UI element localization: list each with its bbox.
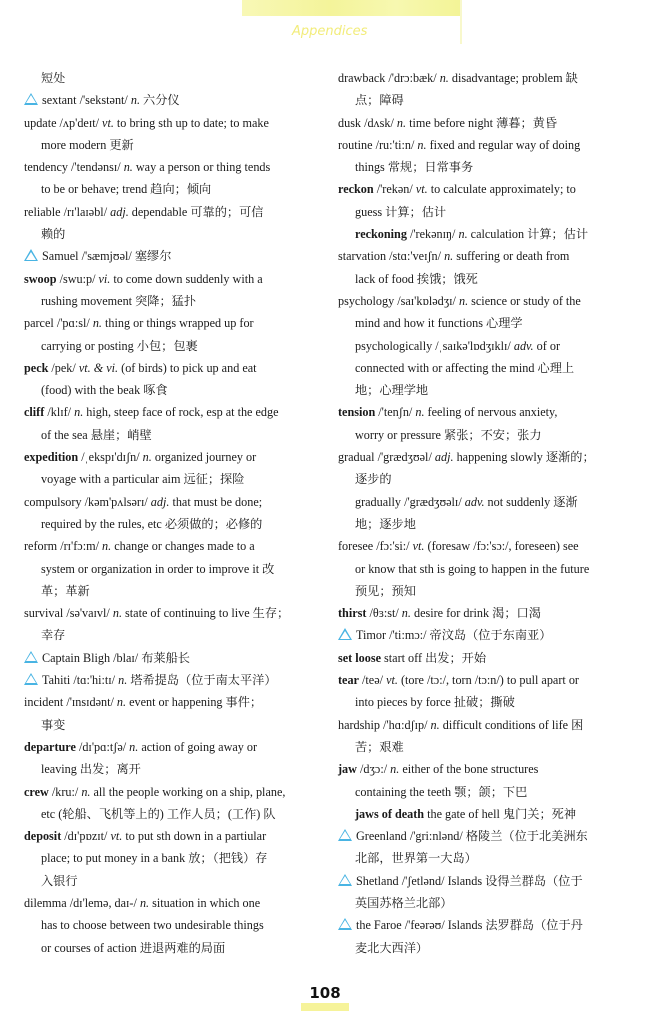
definition: suffering or death from: [456, 249, 570, 264]
part-of-speech: n.: [123, 160, 133, 175]
headword: Greenland: [356, 829, 407, 844]
part-of-speech: n.: [142, 450, 152, 465]
part-of-speech: n.: [92, 316, 102, 331]
headword: dilemma: [24, 895, 67, 910]
entry-first-line: [355, 335, 630, 357]
part-of-speech: n.: [81, 784, 91, 799]
glossary-entry: [24, 89, 316, 111]
definition: dependable 可靠的；可信: [131, 204, 264, 219]
left-column: [24, 67, 316, 959]
part-of-speech: n.: [439, 71, 449, 85]
definition: fixed and regular way of doing: [429, 137, 581, 152]
definition: science or study of the: [471, 293, 581, 308]
definition-continuation: (food) with the beak 啄食: [41, 383, 168, 398]
headword: gradually: [355, 494, 402, 509]
definition-continuation: 点；障碍: [355, 93, 404, 108]
glossary-entry: [24, 781, 316, 826]
definition: (of birds) to pick up and eat: [121, 360, 257, 375]
triangle-icon: [338, 918, 352, 930]
pronunciation: /'drɔ:bæk/: [388, 71, 437, 85]
glossary-entry: [338, 758, 630, 803]
entry-first-line: [338, 825, 630, 847]
glossary-entry: [338, 624, 630, 646]
triangle-icon: [24, 673, 38, 685]
definition: (tore /tɔ:/, torn /tɔ:n/) to pull apart or: [400, 673, 579, 688]
definition-continuation: connected with or affecting the mind 心理上: [355, 360, 575, 375]
entry-first-line: [24, 245, 316, 267]
definition: 法罗群岛（位于丹: [485, 918, 583, 933]
part-of-speech: vi.: [98, 271, 111, 286]
definition-continuation: has to choose between two undesirable things: [41, 918, 264, 933]
entry-first-line: [338, 758, 630, 780]
headword: foresee: [338, 539, 374, 554]
definition-continuation: place; to put money in a bank 放；（把钱）存: [41, 851, 268, 866]
pronunciation: /θɜ:st/: [369, 606, 399, 621]
entry-first-line: [24, 446, 316, 468]
definition-continuation: 赖的: [41, 227, 66, 242]
pronunciation: /'ɪnsɪdənt/: [66, 695, 114, 710]
glossary-entry: [24, 112, 316, 157]
triangle-icon: [338, 874, 352, 886]
pronunciation: /swu:p/: [59, 271, 96, 286]
definition-continuation: guess 计算；估计: [355, 204, 447, 219]
entry-first-line: [24, 89, 316, 111]
definition-continuation: more modern 更新: [41, 137, 134, 152]
headword: swoop: [24, 271, 57, 286]
definition: state of continuing to live 生存；: [125, 606, 290, 621]
definition: desire for drink 渴；口渴: [413, 606, 541, 621]
glossary-entry: [24, 491, 316, 536]
headword: tear: [338, 673, 359, 688]
pronunciation: /'ti:mɔ:/: [389, 628, 427, 643]
glossary-entry: [338, 825, 630, 870]
definition-continuation: etc (轮船、飞机等上的) 工作人员；(工作) 队: [41, 806, 276, 821]
headword: starvation: [338, 249, 387, 264]
definition-continuation: 事变: [41, 717, 66, 732]
page-number-strip: [301, 1003, 349, 1011]
glossary-entry: [24, 312, 316, 357]
definition: calculation 计算；估计: [470, 227, 589, 242]
entry-first-line: [24, 491, 316, 513]
headword: set loose: [338, 650, 381, 665]
glossary-entry: [24, 156, 316, 201]
glossary-entry: [338, 134, 630, 179]
definition: happening slowly 逐渐的；: [456, 450, 595, 465]
definition: thing or things wrapped up for: [105, 316, 254, 331]
glossary-entry: [24, 245, 316, 267]
entry-first-line: [355, 803, 630, 825]
entry-first-line: [24, 156, 316, 178]
part-of-speech: vt.: [386, 673, 398, 688]
definition: not suddenly 逐渐: [487, 494, 578, 509]
pronunciation: /'tenʃn/: [378, 405, 413, 420]
headword: psychologically: [355, 338, 433, 353]
entry-first-line: [338, 446, 630, 468]
entry-first-line: [338, 245, 630, 267]
pronunciation: /dɪ'lemə, daɪ-/: [69, 895, 137, 910]
headword: peck: [24, 360, 49, 375]
glossary-entry: [338, 401, 630, 446]
definition: 六分仪: [143, 93, 180, 108]
pronunciation: /saɪ'kɒlədʒɪ/: [397, 293, 456, 308]
definition-continuation: into pieces by force 扯破；撕破: [355, 695, 515, 710]
glossary-subentry: [338, 491, 630, 536]
entry-first-line: [24, 691, 316, 713]
pronunciation: /'sæmjʊəl/: [81, 249, 132, 264]
glossary-entry: [24, 446, 316, 491]
definition-continuation: voyage with a particular aim 远征；探险: [41, 472, 245, 487]
pronunciation: /ru:'ti:n/: [375, 137, 415, 152]
glossary-entry: [24, 401, 316, 446]
definition-continuation: 英国苏格兰北部）: [355, 895, 453, 910]
definition-continuation: 短处: [41, 71, 66, 85]
headword: sextant: [42, 93, 77, 108]
pronunciation: /'tendənsɪ/: [71, 160, 121, 175]
definition-continuation: to be or behave; trend 趋向；倾向: [41, 182, 212, 197]
headword: reckoning: [355, 227, 407, 242]
entry-first-line: [338, 870, 630, 892]
entry-first-line: [24, 535, 316, 557]
definition: feeling of nervous anxiety,: [427, 405, 558, 420]
glossary-entry: [24, 602, 316, 647]
headword: crew: [24, 784, 49, 799]
pronunciation: /kəm'pʌlsərɪ/: [84, 494, 148, 509]
definition: either of the bone structures: [402, 762, 539, 777]
entry-first-line: [338, 669, 630, 691]
headword: update: [24, 115, 57, 130]
part-of-speech: n.: [118, 673, 128, 688]
definition: of or: [536, 338, 561, 353]
definition-continuation: lack of food 挨饿；饿死: [355, 271, 478, 286]
entry-first-line: [338, 112, 630, 134]
definition-continuation: or know that sth is going to happen in the future: [355, 561, 590, 576]
entry-first-line: [24, 736, 316, 758]
part-of-speech: adj.: [150, 494, 170, 509]
glossary-entry: [338, 647, 630, 669]
headword: Samuel: [42, 249, 79, 264]
headword: Shetland: [356, 873, 399, 888]
entry-first-line: [24, 312, 316, 334]
part-of-speech: n.: [396, 115, 407, 130]
definition: event or happening 事件；: [129, 695, 263, 710]
pronunciation: /'rekən/: [376, 182, 413, 197]
pronunciation: /tɑ:'hi:tɪ/: [73, 673, 116, 688]
glossary-subentry: [338, 335, 630, 402]
headword: expedition: [24, 450, 79, 465]
headword: departure: [24, 739, 76, 754]
headword: jaw: [338, 762, 357, 777]
entry-first-line: [24, 201, 316, 223]
headword: the Faroe: [356, 918, 402, 933]
pronunciation: /teə/: [362, 673, 384, 688]
pronunciation: /dɪ'pɒzɪt/: [64, 829, 108, 844]
headword-suffix: Islands: [447, 873, 483, 888]
glossary-entry: [338, 67, 630, 112]
definition-continuation: 逐步的: [355, 472, 392, 487]
entry-first-line: [338, 914, 630, 936]
pronunciation: /klɪf/: [47, 405, 72, 420]
definition: 塔希提岛（位于南太平洋）: [130, 673, 277, 688]
pronunciation: /dʌsk/: [364, 115, 394, 130]
pronunciation: /'hɑ:dʃɪp/: [383, 717, 428, 732]
definition: 帝汶岛（位于东南亚）: [429, 628, 552, 643]
pronunciation: /'ʃetlənd/: [401, 873, 445, 888]
glossary-entry: [338, 669, 630, 714]
triangle-icon: [338, 628, 352, 640]
entry-first-line: [24, 781, 316, 803]
pronunciation: /pek/: [51, 360, 76, 375]
pronunciation: /ˌsaɪkə'lɒdʒɪklɪ/: [435, 338, 511, 353]
pronunciation: /rɪ'laɪəbl/: [63, 204, 108, 219]
headword-suffix: Islands: [447, 918, 483, 933]
definition: disadvantage; problem 缺: [451, 71, 578, 85]
definition-continuation: 麦北大西洋）: [355, 940, 429, 955]
glossary-entry: [338, 535, 630, 602]
part-of-speech: n.: [430, 717, 440, 732]
glossary-entry: [24, 268, 316, 313]
definition-continuation: things 常规；日常事务: [355, 160, 474, 175]
headword: cliff: [24, 405, 45, 420]
part-of-speech: vt.: [110, 829, 123, 844]
definition: (foresaw /fɔ:'sɔ:/, foreseen) see: [427, 539, 579, 554]
pronunciation: /dʒɔ:/: [360, 762, 388, 777]
entry-first-line: [338, 290, 630, 312]
definition-continuation: or courses of action 进退两难的局面: [41, 940, 226, 955]
page-number: 108: [301, 984, 349, 1003]
glossary-entry: [338, 245, 630, 290]
definition-continuation: leaving 出发；离开: [41, 762, 141, 777]
glossary-entry: [24, 691, 316, 736]
definition: to bring sth up to date; to make: [116, 115, 269, 130]
entry-first-line: [355, 491, 630, 513]
entry-first-line: [338, 602, 630, 624]
headword: psychology: [338, 293, 395, 308]
definition-continuation: carrying or posting 小包；包裹: [41, 338, 198, 353]
headword: reckon: [338, 182, 374, 197]
definition: way a person or thing tends: [135, 160, 271, 175]
glossary-entry: [24, 201, 316, 246]
definition: 布莱船长: [141, 650, 190, 665]
entry-first-line: [24, 669, 316, 691]
part-of-speech: vt.: [412, 539, 425, 554]
pronunciation: /'feərəʊ/: [404, 918, 445, 933]
definition-continuation: 预见；预知: [355, 583, 416, 598]
glossary-entry: [338, 290, 630, 335]
definition-continuation: 地；心理学地: [355, 383, 429, 398]
part-of-speech: vt.: [415, 182, 428, 197]
pronunciation: /'rekənɪŋ/: [409, 227, 456, 242]
headword: tension: [338, 405, 376, 420]
pronunciation: /'sekstənt/: [79, 93, 128, 108]
definition-continuation: 幸存: [41, 628, 66, 643]
pronunciation: /kru:/: [51, 784, 79, 799]
part-of-speech: n.: [458, 227, 468, 242]
definition: situation in which one: [152, 895, 261, 910]
glossary-entry: [338, 178, 630, 223]
glossary-entry: [338, 602, 630, 624]
part-of-speech: n.: [458, 293, 469, 308]
definition: time before night 薄暮；黄昏: [409, 115, 558, 130]
part-of-speech: n.: [390, 762, 400, 777]
entry-first-line: [24, 825, 316, 847]
part-of-speech: n.: [130, 93, 140, 108]
definition: 格陵兰（位于北美洲东: [465, 829, 588, 844]
entry-first-line: [338, 714, 630, 736]
definition: action of going away or: [141, 739, 258, 754]
definition-continuation: 苦；艰难: [355, 739, 404, 754]
glossary-entry: [24, 535, 316, 602]
entry-first-line: [338, 67, 630, 89]
definition-continuation: 地；逐步地: [355, 516, 416, 531]
triangle-icon: [338, 829, 352, 841]
part-of-speech: vt.: [102, 115, 114, 130]
page-number-box: [301, 984, 349, 1011]
definition: 塞缪尔: [134, 249, 172, 264]
headword: drawback: [338, 71, 386, 85]
glossary-entry: [338, 112, 630, 134]
entry-first-line: [355, 223, 630, 245]
entry-first-line: [24, 268, 316, 290]
entry-first-line: [338, 401, 630, 423]
part-of-speech: n.: [74, 405, 84, 420]
pronunciation: /ˌekspɪ'dɪʃn/: [81, 450, 140, 465]
definition: to come down suddenly with a: [113, 271, 263, 286]
glossary-entry: [24, 357, 316, 402]
entry-first-line: [338, 647, 630, 669]
definition: all the people working on a ship, plane,: [93, 784, 286, 799]
headword: routine: [338, 137, 373, 152]
definition: difficult conditions of life 困: [442, 717, 584, 732]
part-of-speech: vt. & vi.: [78, 360, 119, 375]
definition-continuation: of the sea 悬崖；峭壁: [41, 427, 152, 442]
part-of-speech: n.: [129, 739, 139, 754]
definition-continuation: 入银行: [41, 873, 78, 888]
headword: jaws of death: [355, 806, 425, 821]
entry-first-line: [24, 357, 316, 379]
glossary-entry: [338, 914, 630, 959]
glossary-entry: [338, 870, 630, 915]
pronunciation: /'gri:nlənd/: [409, 829, 463, 844]
glossary-entry: [24, 67, 316, 89]
headword: compulsory: [24, 494, 82, 509]
glossary-entry: [24, 892, 316, 959]
definition-continuation: mind and how it functions 心理学: [355, 316, 523, 331]
pronunciation: /fɔ:'si:/: [376, 539, 410, 554]
definition-continuation: required by the rules, etc 必须做的；必修的: [41, 516, 263, 531]
headword: Timor: [356, 628, 387, 643]
entry-first-line: [338, 535, 630, 557]
entry-first-line: [338, 178, 630, 200]
part-of-speech: n.: [102, 539, 112, 554]
pronunciation: /'grædʒʊəl/: [377, 450, 432, 465]
glossary-entry: [24, 647, 316, 669]
part-of-speech: n.: [444, 249, 454, 264]
glossary-entry: [24, 736, 316, 781]
definition-continuation: 革；革新: [41, 583, 90, 598]
header-banner: [242, 0, 462, 16]
part-of-speech: adv.: [464, 494, 485, 509]
definition-continuation: system or organization in order to improve it 改: [41, 561, 275, 576]
glossary-subentry: [338, 803, 630, 825]
headword: incident: [24, 695, 64, 710]
pronunciation: /sə'vaɪvl/: [66, 606, 110, 621]
definition: the gate of hell 鬼门关；死神: [427, 806, 577, 821]
banner-edge: [460, 0, 462, 44]
headword: parcel: [24, 316, 54, 331]
entry-first-line: [24, 647, 316, 669]
part-of-speech: n.: [417, 137, 427, 152]
entry-first-line: [24, 401, 316, 423]
part-of-speech: adj.: [434, 450, 454, 465]
pronunciation: /dɪ'pɑ:tʃə/: [78, 739, 127, 754]
part-of-speech: n.: [415, 405, 425, 420]
definition-continuation: containing the teeth 颚；颌；下巴: [355, 784, 528, 799]
entry-first-line: [24, 892, 316, 914]
headword: Tahiti: [42, 673, 71, 688]
pronunciation: /stɑ:'veɪʃn/: [389, 249, 442, 264]
definition-continuation: 北部，世界第一大岛）: [355, 851, 477, 866]
headword: tendency: [24, 160, 68, 175]
part-of-speech: n.: [401, 606, 411, 621]
pronunciation: /blaɪ/: [113, 650, 139, 665]
definition: 设得兰群岛（位于: [485, 873, 583, 888]
headword: deposit: [24, 829, 62, 844]
entry-first-line: [338, 624, 630, 646]
headword: dusk: [338, 115, 362, 130]
part-of-speech: adv.: [513, 338, 534, 353]
pronunciation: /rɪ'fɔ:m/: [60, 539, 99, 554]
entry-first-line: [338, 134, 630, 156]
definition: to put sth down in a partiular: [125, 829, 267, 844]
glossary-entry: [24, 669, 316, 691]
headword: thirst: [338, 606, 367, 621]
definition-continuation: rushing movement 突降；猛扑: [41, 293, 197, 308]
pronunciation: /'pɑ:sl/: [56, 316, 90, 331]
part-of-speech: n.: [112, 606, 122, 621]
definition: to calculate approximately; to: [430, 182, 576, 197]
right-column: [338, 67, 630, 959]
glossary-entry: [338, 714, 630, 759]
triangle-icon: [24, 651, 38, 663]
definition: high, steep face of rock, esp at the edge: [86, 405, 279, 420]
part-of-speech: adj.: [110, 204, 129, 219]
glossary-subentry: [338, 223, 630, 245]
entry-first-line: [24, 112, 316, 134]
triangle-icon: [24, 249, 38, 261]
definition-continuation: worry or pressure 紧张；不安；张力: [355, 427, 542, 442]
headword: reliable: [24, 204, 61, 219]
entry-first-line: [24, 602, 316, 624]
definition: start off 出发；开始: [384, 650, 487, 665]
headword: Captain Bligh: [42, 650, 111, 665]
headword: hardship: [338, 717, 380, 732]
pronunciation: /'grædʒʊəlɪ/: [404, 494, 462, 509]
part-of-speech: n.: [116, 695, 127, 710]
pronunciation: /ʌp'deɪt/: [59, 115, 99, 130]
section-title: Appendices: [292, 24, 368, 39]
definition: change or changes made to a: [114, 539, 255, 554]
glossary-entry: [24, 825, 316, 892]
headword: gradual: [338, 450, 375, 465]
glossary-entry: [338, 446, 630, 491]
headword: survival: [24, 606, 64, 621]
headword: reform: [24, 539, 58, 554]
part-of-speech: n.: [139, 895, 150, 910]
definition: organized journey or: [154, 450, 257, 465]
triangle-icon: [24, 93, 38, 105]
definition: that must be done;: [172, 494, 263, 509]
